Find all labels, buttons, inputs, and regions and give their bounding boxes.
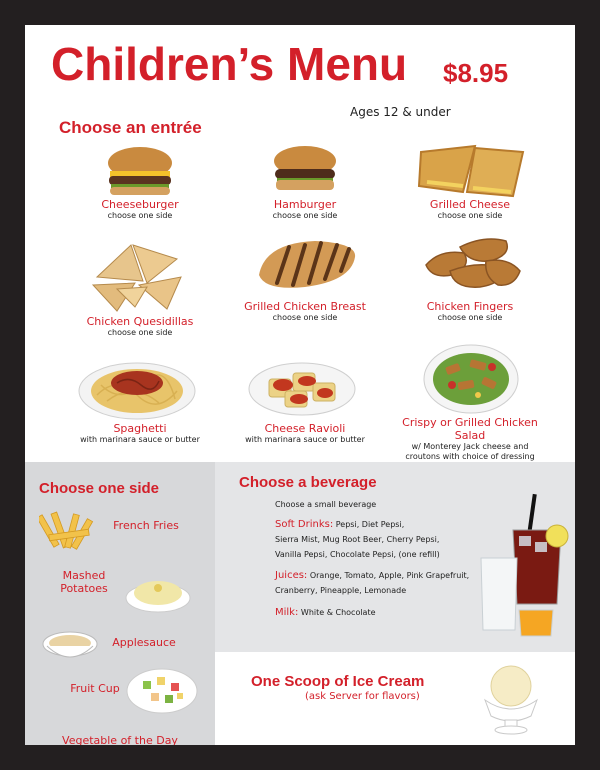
side-item: Vegetable of the Day (62, 734, 178, 745)
soft-drinks-line: Sierra Mist, Mug Root Beer, Cherry Pepsi, (275, 535, 440, 544)
entree-item: Hamburger choose one side (272, 198, 338, 220)
dessert-panel (215, 652, 575, 745)
ravioli-icon (247, 359, 357, 417)
grilled-chicken-icon (255, 235, 359, 293)
menu-card (25, 25, 575, 745)
entree-item: Cheese Ravioli with marinara sauce or butter (245, 422, 365, 444)
hamburger-icon (272, 145, 338, 193)
entree-item: Grilled Cheese choose one side (429, 198, 511, 220)
fruit-cup-icon (125, 665, 199, 717)
soft-drinks-line: Soft Drinks: Pepsi, Diet Pepsi, (275, 519, 405, 530)
milk-line: Milk: White & Chocolate (275, 607, 376, 618)
sides-panel (25, 462, 215, 745)
beverage-panel (215, 462, 575, 652)
entree-item: Crispy or Grilled Chicken Salad w/ Monterey Jack cheese and croutons with choice of dressing (402, 416, 538, 461)
side-item: Fruit Cup (70, 682, 120, 695)
drinks-icon (475, 492, 571, 638)
fries-icon (39, 508, 99, 558)
salad-icon (422, 343, 520, 415)
menu-title: Children’s Menu (51, 38, 408, 90)
entree-item: Cheeseburger choose one side (101, 198, 179, 220)
milk-label: Milk: (275, 607, 299, 618)
dessert-title: One Scoop of Ice Cream (251, 673, 425, 690)
age-note: Ages 12 & under (350, 105, 451, 119)
entree-item: Grilled Chicken Breast choose one side (244, 300, 366, 322)
chicken-fingers-icon (420, 231, 524, 295)
dessert-note: (ask Server for flavors) (305, 691, 420, 702)
menu-price: $8.95 (443, 58, 509, 88)
side-item: Applesauce (112, 636, 176, 649)
entree-item: Spaghetti with marinara sauce or butter (80, 422, 200, 444)
sides-heading: Choose one side (39, 480, 160, 497)
juices-line: Cranberry, Pineapple, Lemonade (275, 586, 407, 595)
soft-drinks-line: Vanilla Pepsi, Chocolate Pepsi, (one refill) (275, 550, 440, 559)
side-item: Mashed Potatoes (60, 569, 108, 595)
quesadilla-icon (87, 237, 187, 313)
beverage-heading: Choose a beverage (239, 474, 377, 491)
juices-line: Juices: Orange, Tomato, Apple, Pink Grapefruit, (275, 570, 470, 581)
grilled-cheese-icon (417, 142, 527, 200)
applesauce-icon (41, 626, 99, 666)
juices-label: Juices: (275, 570, 308, 581)
entree-heading: Choose an entrée (59, 118, 202, 137)
spaghetti-icon (77, 355, 197, 421)
side-item: French Fries (113, 519, 179, 532)
beverage-subtitle: Choose a small beverage (275, 500, 377, 509)
mashed-potatoes-icon (125, 574, 191, 614)
entree-item: Chicken Fingers choose one side (426, 300, 514, 322)
entree-item: Chicken Quesidillas choose one side (86, 315, 194, 337)
soft-drinks-label: Soft Drinks: (275, 519, 334, 530)
ice-cream-icon (481, 660, 541, 736)
cheeseburger-icon (105, 145, 175, 197)
